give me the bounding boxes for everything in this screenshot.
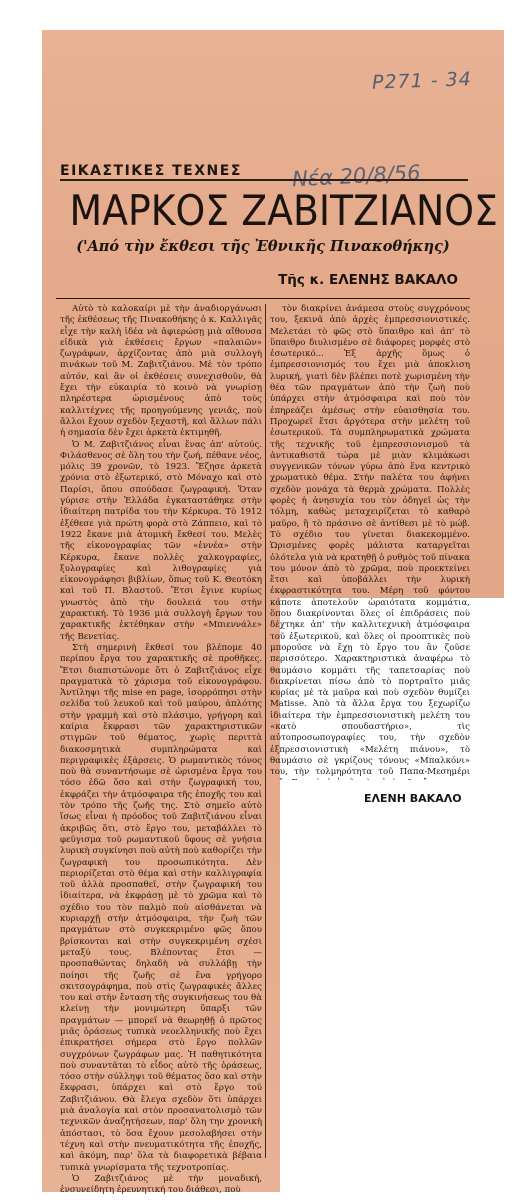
paragraph: Ὁ Μ. Ζαβιτζιάνος εἶναι ἕνας ἀπ' αὐτούς. Φιλάσθενος σὲ ὅλη του τὴν ζωή, πέθανε νέος, μόλις 39 χρονῶν, τὸ 1923. Ἔζησε ἀρκετὰ χρόνια στὸ ἐξωτερικό, στὸ Μόναχο καὶ στὸ Παρίσι, ὅπου σπούδασε ζωγραφική. Ὅταν γύρισε στὴν Ἑλλάδα ἐγκαταστάθηκε στὴν ἰδιαίτερη πατρίδα του τὴν Κέρκυρα. Τὸ 1912 ἐξέθεσε γιὰ πρώτη φορὰ στὸ Ζάππειο, καὶ τὸ 1922 ἔκανε μιὰ ἀτομικὴ ἔκθεσί του. Μελὲς τῆς εἰκονογραφίας τῶν «ἐννέα» στὴν Κέρκυρα, ἔκανε πολλὲς χαλκογραφίες, ξυλογραφίες καὶ λιθογραφίες γιὰ εἰκονογράφησι βιβλίων, ὅπως τοῦ Κ. Θεοτόκη καὶ τοῦ Π. Βλαστοῦ. Ἔτσι ἔγινε κυρίως γνωστὸς ἀπὸ τὴν δουλειά του στὴν χαρακτική. Τὸ 1936 μιὰ συλλογὴ ἔργων του χαρακτικῆς ἐκτέθηκαν στὴν «Μπιεννάλε» τῆς Βενετίας. (60, 439, 262, 642)
handwritten-date-note: Νέα 20/8/56 (291, 160, 422, 192)
paragraph: τὸν διακρίνει ἀνάμεσα στοὺς συγχρόνους του, ξεκινᾶ ἀπὸ ἀρχὲς ἐμπρεσσιονιστικές. Μελετάει τὸ φῶς στὸ ὕπαιθρο καὶ ἀπ' τὸ ὕπαιθρο διυλισμένο σὲ διάφορες μορφὲς στὸ ἐσωτερικό... Ἐξ ἀρχῆς ὅμως ὁ ἐμπρεσσιονισμός του ἔχει μιὰ ἀποκλιση λυρική, γιατὶ δὲν βλέπει ποτὲ χωρισμένη τὴν θέα τῶν πραγμάτων ἀπὸ τὴν ζωὴ ποὺ ὑπάρχει στὴν ἀτμόσφαιρα καὶ ποὺ τὸν ἐπηρεάζει ἀμέσως στὴν εὐαισθησία του. Προχωρεῖ ἔτσι ἀργότερα στὴν μελέτη τοῦ ἐσωτερικοῦ. Τὰ συμπληρωματικὰ χρώματα τῆς τεχνικῆς τοῦ ἐμπρεσσιονισμοῦ τὰ ἀντικαθιστᾶ τώρα μὲ μιὰν κλιμάκωσι συγγενικῶν τόνων γύρω ἀπὸ ἕνα κεντρικὸ χρωματικὸ θέμα. Στὴν παλέτα του ἀφήνει σχεδὸν μονάχα τὰ θερμὰ χρώματα. Πολλὲς φορὲς ἡ ἀνησυχία του τὸν ὁδηγεῖ ὡς τὴν τόλμη, καθὼς μεταχειρίζεται τὸ καθαρὸ μαῦρο, ἢ τὸ πράσινο σὲ ἀντίθεσι μὲ τὸ μώβ. Τὸ σχέδιο του γίνεται διακεκομμένο. Ὡρισμένες φορὲς μάλιστα καταργεῖται ὁλότελα γιὰ νὰ κρατηθῇ ὁ ρυθμὸς τοῦ πίνακα του μόνον ἀπὸ τὸ χρῶμα, ποὺ προεκτείνει ἔτσι καὶ ὑποβάλλει τὴν λυρικὴ ἐκφραστικότητα του. Μέρη τοῦ φόντου κάποτε ἀποτελοῦν ὡραιότατα κομμάτια, ὅπου διακρίνονται ὅλες οἱ ἐπιδράσεις ποὺ δέχτηκε ἀπ' τὴν καλλιτεχνικὴ ἀτμόσφαιρα τοῦ ἐξωτερικοῦ, καὶ ὅλες οἱ προοπτικὲς ποὺ μποροῦσε νὰ ἔχῃ τὸ ἔργο του ἂν ζοῦσε περισσότερο. Χαρακτηριστικὰ ἀναφέρω τὸ θαυμάσιο κομμάτι τῆς ταπετσαρίας ποὺ διακρίνεται πίσω ἀπὸ τὸ πορτραῖτο μιᾶς κυρίας μὲ τὰ μαῦρα καὶ ποὺ σχεδὸν θυμίζει Matisse. Ἀπὸ τὰ ἄλλα ἔργα του ξεχωρίζω ἰδιαίτερα τὴν ἐμπρεσσιονιστικὴ μελέτη του «κατὸ σπουδαστήριο», τὶς αὐτοπροσωπογραφίες του, τὴν σχεδὸν ἐξπρεσσιονιστικὴ «Μελέτη πιάνου», τὸ θαυμάσιο σὲ γκρίζους τόνους «Μπαλκόνι» του, τὴν τολμηρότητα τοῦ Παπα-Μεσημέρι (270, 304, 470, 778)
rubric-label: ΕΙΚΑΣΤΙΚΕΣ ΤΕΧΝΕΣ (60, 163, 242, 179)
archive-reference-note: P271 - 34 (371, 68, 473, 94)
article-subtitle: ('Από τὴν ἔκθεσι τῆς Ἐθνικῆς Πινακοθήκης) (76, 238, 450, 255)
paragraph: Στὴ σημερινὴ ἔκθεσί του βλέπομε 40 περίπου ἔργα του χαρακτικῆς σὲ προθῆκες. Ἔτσι διαπιστώνομε ὅτι ὁ Ζαβιτζιάνος εἶχε πραγματικὰ τὸ χάρισμα τοῦ εἰκονογράφου. Ἀντίληψι τῆς mise en page, ἰσορρόπησι στὴν σελίδα τοῦ λευκοῦ καὶ τοῦ μαύρου, ἁπλότης στὴν γραμμὴ καὶ στὸ πλάσιμο, γρήγορη καὶ καίρια ἔκφρασι τῶν χαρακτηριστικῶν στιγμῶν τοῦ θέματος, χωρὶς περιττὰ διακοσμητικὰ συμπληρώματα καὶ περιγραφικὲς ἐξάρσεις. Ὁ ρωμαντικὸς τόνος ποὺ θὰ συναντήσωμε σὲ ὡρισμένα ἔργα του τόσο ἐδῶ ὅσο καὶ στὴν ζωγραφική του, ἐκφράζει τὴν ἀτμόσφαιρα τῆς ἐποχῆς του καὶ τὸν τρόπο τῆς ζωῆς της. Στὸ σημεῖο αὐτὸ ἴσως εἶναι ἡ πρόοδος τοῦ Ζαβιτζιάνου εἶναι ἀκριβῶς ὅτι, στὸ ἔργο του, μεταβάλλει τὸ φεῦγισμα τοῦ ρωμαντικοῦ ὕφους σὲ γνήσια λυρικὴ συγκίνησι ποὺ αὐτὴ ποὺ καθορίζει τὴν ζωγραφικὴ του προσωπικότητα. Δὲν περιορίζεται στὸ θέμα καὶ στὴν καλλιγραφία τοῦ ἀλλὰ προσπαθεῖ, στὴν ζωγραφική του ἰδιαίτερα, νὰ ἐκφράσῃ μὲ τὸ χρῶμα καὶ τὸ σχέδιο του τὸν παλμὸ ποὺ αἰσθάνεται νὰ κυριαρχῇ στὴν ἀτμόσφαιρα, τὴν ζωὴ τῶν πραγμάτων στὸ συγκεκριμένο φῶς ὅπου βρίσκονται καὶ στὴν συγκεκριμένη σχέσι μεταξύ τους. Βλέποντας ἔτσι — προσπαθώντας δηλαδὴ νὰ συλλάβῃ τὴν ποίησι τῆς ζωῆς σὲ ἕνα γρήγορο σκιτσογράφημα, ποὺ στὶς ζωγραφικὲς ἄλλες του καὶ στὴν ἔνταση τῆς συγκινήσεως του θὰ κλείνῃ τὴν μονιμώτερη ὕπαρξι τῶν πραγμάτων — μπορεῖ νὰ θεωρηθῇ ὁ πρῶτος μιᾶς ὁράσεως τυπικὰ νεοελληνικῆς ποὺ ἔχει ἐπικρατήσει σήμερα στὸ ἔργο πολλῶν συγχρόνων ζωγράφων μας. Ἡ παθητικότητα ποὺ συναντᾶται τὸ εἶδος αὐτὸ τῆς ὁράσεως, τόσο στὴν σύλληψι τοῦ θέματος ὅσο καὶ στὴν ἔκφρασι, ὑπάρχει καὶ στὸ ἔργο τοῦ Ζαβιτζιάνου. Θὰ ἔλεγα σχεδὸν ὅτι ὑπάρχει μιὰ ἀναλογία καὶ στὸν προσανατολισμὸ τῶν τεχνικῶν ἀναζητήσεων, παρ' ὅλη την χρονικὴ ἀπόστασι, τὸ ὅσα ἔχουν μεσολαβήσει στὴν τέχνη καὶ στὴν πνευματικότητα τῆς ἐποχῆς, καὶ ἀκόμη, παρ' ὅλα τὰ διαφορετικὰ βέβαια τυπικὰ γνωρίσματα τῆς τεχνοτροπίας. (60, 642, 262, 1173)
paragraph: Ὁ Ζαβιτζιάνος μὲ τὴν μοναδική, ἐνσυνείδητη ἐρευνητική του διάθεσι, ποὺ (60, 1173, 262, 1194)
article-column-left (60, 304, 262, 1194)
article-byline: Τῆς κ. ΕΛΕΝΗΣ ΒΑΚΑΛΟ (278, 272, 458, 288)
column-divider (265, 304, 266, 1158)
paragraph: Αὐτὸ τὸ καλοκαίρι μὲ τὴν ἀναδιοργάνωσι τῆς ἐκθέσεως τῆς Πινακοθήκης ὁ κ. Καλλιγᾶς εἶχε τὴν καλὴ ἰδέα νὰ ἀφιερώσῃ μιὰ αἴθουσα εἰδικὰ γιὰ ἐκθέσεις ἔργων «παλαιῶν» ζωγράφων, ἀρχίζοντας ἀπὸ μιὰ συλλογὴ πινάκων τοῦ Μ. Ζαβιτζιάνου. Μὲ τὸν τρόπο αὐτόν, καὶ ἂν οἱ ἐκθέσεις συνεχισθοῦν, θὰ ἔχει τὴν εὐκαιρία τὸ κοινὸ νὰ γνωρίσῃ πληρέστερα ὡρισμένους ἀπὸ τοὺς καλλιτέχνες τῆς προηγούμενης γενιᾶς, ποὺ ἄλλοι ἔχουν σχεδὸν ξεχαστῆ, καὶ ἄλλων πάλι ἡ σημασία δὲν ἔχει ἀρκετὰ ἐκτιμηθῆ. (60, 304, 262, 439)
article-title: ΜΑΡΚΟΣ ΖΑΒΙΤΖΙΑΝΟΣ (69, 186, 498, 235)
article-column-right (270, 304, 470, 780)
author-signature: ΕΛΕΝΗ ΒΑΚΑΛΟ (364, 792, 462, 805)
section-rubric (60, 160, 468, 181)
header-divider (56, 298, 470, 299)
